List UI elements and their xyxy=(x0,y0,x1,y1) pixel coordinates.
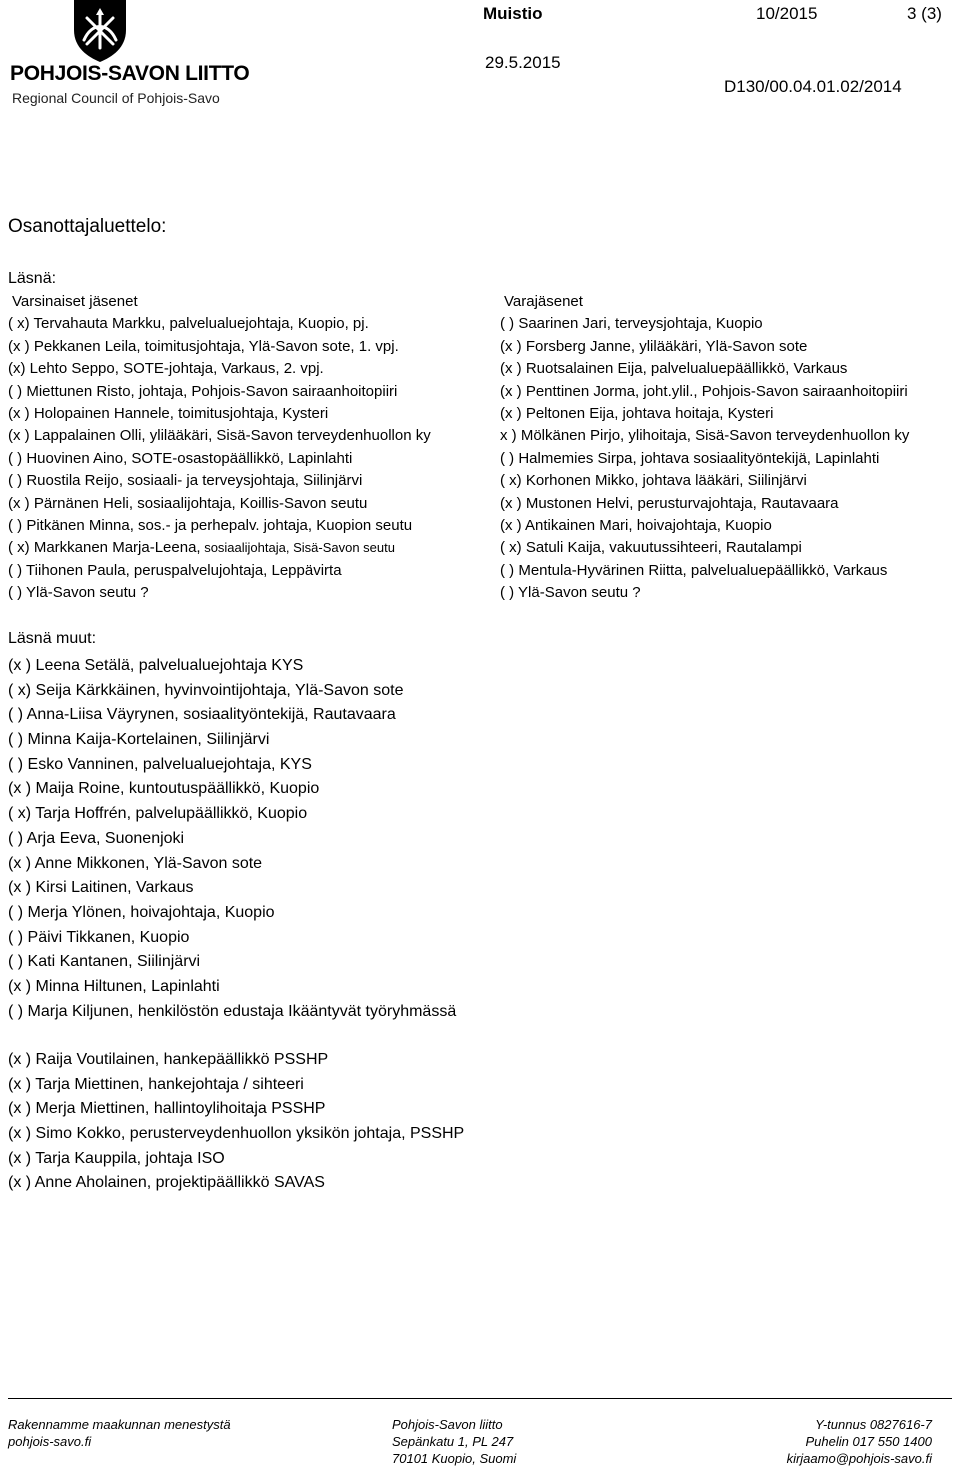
doc-type: Muistio xyxy=(483,4,543,23)
others-heading: Läsnä muut: xyxy=(8,630,97,647)
members-column xyxy=(8,291,431,604)
doc-number: 10/2015 xyxy=(756,4,818,23)
deputy-row: ( ) Saarinen Jari, terveysjohtaja, Kuopio xyxy=(500,315,763,333)
footer-left xyxy=(8,1416,231,1450)
page-title: Osanottajaluettelo: xyxy=(8,216,167,237)
other-attendee-row: ( x) Tarja Hoffrén, palvelupäällikkö, Kuopio xyxy=(8,805,308,823)
deputy-row: (x ) Antikainen Mari, hoivajohtaja, Kuopio xyxy=(500,516,772,534)
footer-center xyxy=(392,1416,516,1467)
project-attendee-row: (x ) Merja Miettinen, hallintoylihoitaja PSSHP xyxy=(8,1100,326,1118)
deputy-row: (x ) Penttinen Jorma, joht.ylil., Pohjois-Savon sairaanhoitopiiri xyxy=(500,382,908,400)
footer-line-text: Puhelin 017 550 1400 xyxy=(805,1434,932,1449)
other-attendee-row: ( x) Seija Kärkkäinen, hyvinvointijohtaja, Ylä-Savon sote xyxy=(8,681,404,699)
other-attendee-row: (x ) Anne Mikkonen, Ylä-Savon sote xyxy=(8,854,263,872)
deputy-row: (x ) Peltonen Eija, johtava hoitaja, Kysteri xyxy=(500,404,774,422)
logo-name: POHJOIS-SAVON LIITTO xyxy=(10,62,250,85)
member-row: ( ) Miettunen Risto, johtaja, Pohjois-Savon sairaanhoitopiiri xyxy=(8,382,398,400)
member-row: (x ) Holopainen Hannele, toimitusjohtaja, Kysteri xyxy=(8,404,329,422)
footer-line-text: Pohjois-Savon liitto xyxy=(392,1417,503,1432)
other-attendee-row: ( ) Anna-Liisa Väyrynen, sosiaalityöntekijä, Rautavaara xyxy=(8,706,396,724)
member-row: ( ) Ruostila Reijo, sosiaali- ja terveysjohtaja, Siilinjärvi xyxy=(8,472,363,490)
other-attendee-row: ( ) Marja Kiljunen, henkilöstön edustaja Ikääntyvät työryhmässä xyxy=(8,1002,457,1020)
other-attendee-row: (x ) Maija Roine, kuntoutuspäällikkö, Kuopio xyxy=(8,780,320,798)
deputy-row: (x ) Forsberg Janne, ylilääkäri, Ylä-Savon sote xyxy=(500,337,808,355)
other-attendee-row: ( ) Kati Kantanen, Siilinjärvi xyxy=(8,953,201,971)
footer-line-text: kirjaamo@pohjois-savo.fi xyxy=(786,1451,932,1466)
others-list xyxy=(8,654,456,1024)
member-row: ( ) Tiihonen Paula, peruspalvelujohtaja, Leppävirta xyxy=(8,561,342,579)
footer-line-text: pohjois-savo.fi xyxy=(8,1434,92,1449)
deputy-row: (x ) Mustonen Helvi, perusturvajohtaja, Rautavaara xyxy=(500,494,839,512)
logo-subtitle: Regional Council of Pohjois-Savo xyxy=(12,90,220,106)
member-row: (x ) Lappalainen Olli, ylilääkäri, Sisä-Savon terveydenhuollon ky xyxy=(8,427,431,445)
deputy-row: ( ) Ylä-Savon seutu ? xyxy=(500,584,641,602)
member-row-detail: sosiaalijohtaja, Sisä-Savon seutu xyxy=(200,540,395,556)
doc-date: 29.5.2015 xyxy=(485,53,561,72)
member-row: ( x) Markkanen Marja-Leena, sosiaalijohtaja, Sisä-Savon seutu xyxy=(8,539,395,557)
project-list xyxy=(8,1048,464,1196)
deputy-row: ( x) Korhonen Mikko, johtava lääkäri, Siilinjärvi xyxy=(500,472,807,490)
deputy-row: x ) Mölkänen Pirjo, ylihoitaja, Sisä-Savon terveydenhuollon ky xyxy=(500,427,910,445)
member-row: (x ) Pärnänen Heli, sosiaalijohtaja, Koillis-Savon seutu xyxy=(8,494,368,512)
member-row: ( ) Pitkänen Minna, sos.- ja perhepalv. johtaja, Kuopion seutu xyxy=(8,516,413,534)
members-heading: Varsinaiset jäsenet xyxy=(12,293,138,310)
deputies-heading: Varajäsenet xyxy=(504,293,583,310)
deputy-row: (x ) Ruotsalainen Eija, palvelualuepäällikkö, Varkaus xyxy=(500,360,848,378)
deputy-row: ( ) Mentula-Hyvärinen Riitta, palvelualuepäällikkö, Varkaus xyxy=(500,561,888,579)
member-row: ( x) Tervahauta Markku, palvelualuejohtaja, Kuopio, pj. xyxy=(8,315,369,333)
other-attendee-row: ( ) Arja Eeva, Suonenjoki xyxy=(8,829,185,847)
deputies-column xyxy=(500,291,909,604)
project-attendee-row: (x ) Tarja Miettinen, hankejohtaja / sihteeri xyxy=(8,1075,304,1093)
footer-line-text: Sepänkatu 1, PL 247 xyxy=(392,1434,514,1449)
present-label: Läsnä: xyxy=(8,270,57,287)
project-attendee-row: (x ) Tarja Kauppila, johtaja ISO xyxy=(8,1149,225,1167)
footer-right xyxy=(722,1416,932,1467)
page-number: 3 (3) xyxy=(907,4,942,23)
other-attendee-row: ( ) Minna Kaija-Kortelainen, Siilinjärvi xyxy=(8,731,270,749)
other-attendee-row: ( ) Esko Vanninen, palvelualuejohtaja, KYS xyxy=(8,755,312,773)
other-attendee-row: (x ) Kirsi Laitinen, Varkaus xyxy=(8,879,194,897)
record-id: D130/00.04.01.02/2014 xyxy=(724,77,902,96)
project-attendee-row: (x ) Raija Voutilainen, hankepäällikkö PSSHP xyxy=(8,1051,329,1068)
other-attendee-row: ( ) Päivi Tikkanen, Kuopio xyxy=(8,928,190,946)
footer-line-text: Y-tunnus 0827616-7 xyxy=(815,1417,932,1432)
other-attendee-row: (x ) Minna Hiltunen, Lapinlahti xyxy=(8,977,220,995)
footer-divider xyxy=(8,1398,952,1399)
deputy-row: ( x) Satuli Kaija, vakuutussihteeri, Rautalampi xyxy=(500,539,802,557)
crossbow-shield-icon xyxy=(70,0,130,62)
member-row: ( ) Ylä-Savon seutu ? xyxy=(8,584,149,602)
footer-line-text: 70101 Kuopio, Suomi xyxy=(392,1451,517,1466)
project-attendee-row: (x ) Anne Aholainen, projektipäällikkö SAVAS xyxy=(8,1174,325,1192)
member-row: (x) Lehto Seppo, SOTE-johtaja, Varkaus, 2. vpj. xyxy=(8,360,324,378)
member-row: (x ) Pekkanen Leila, toimitusjohtaja, Ylä-Savon sote, 1. vpj. xyxy=(8,337,399,355)
other-attendee-row: ( ) Merja Ylönen, hoivajohtaja, Kuopio xyxy=(8,903,275,921)
member-row: ( ) Huovinen Aino, SOTE-osastopäällikkö, Lapinlahti xyxy=(8,449,353,467)
deputy-row: ( ) Halmemies Sirpa, johtava sosiaalityöntekijä, Lapinlahti xyxy=(500,449,880,467)
footer-line-text: Rakennamme maakunnan menestystä xyxy=(8,1417,231,1432)
other-attendee-row: (x ) Leena Setälä, palvelualuejohtaja KYS xyxy=(8,657,304,674)
project-attendee-row: (x ) Simo Kokko, perusterveydenhuollon yksikön johtaja, PSSHP xyxy=(8,1125,465,1143)
